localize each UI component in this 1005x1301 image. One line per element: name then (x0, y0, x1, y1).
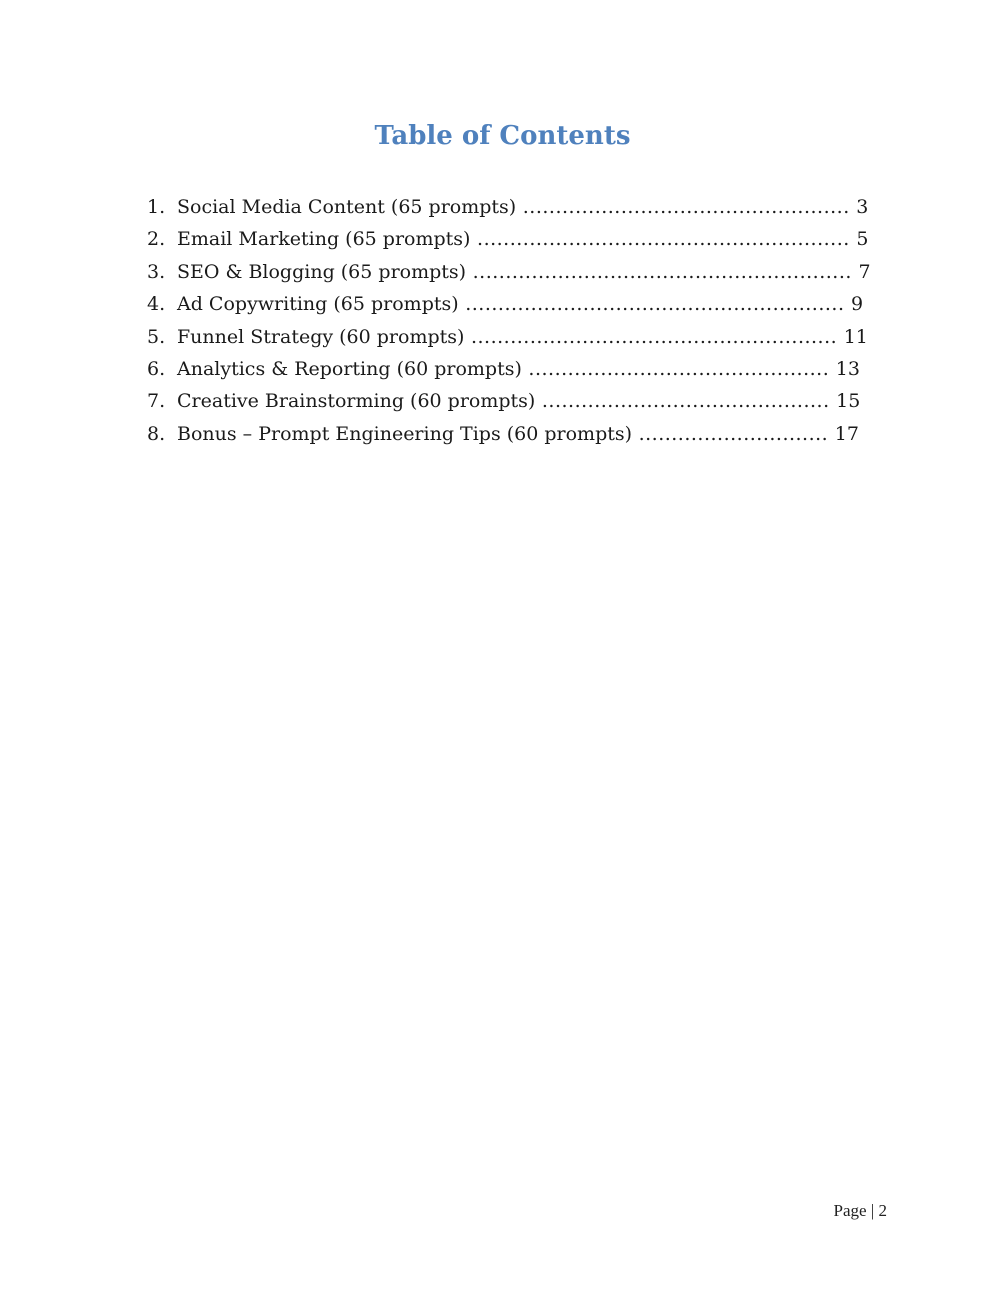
toc-entry (147, 256, 887, 288)
page-title: Table of Contents (374, 121, 631, 151)
toc-entry-number: 2. (147, 228, 166, 251)
toc-entry-label: Creative Brainstorming (60 prompts) (177, 390, 536, 413)
toc-entry-leader: ......................................................... (470, 228, 857, 251)
toc-entry-number: 8. (147, 422, 166, 445)
toc-entry-page-number: 3 (856, 196, 869, 218)
toc-entry-label: Ad Copywriting (65 prompts) (177, 293, 459, 316)
toc-entry-label: Social Media Content (65 prompts) (177, 196, 517, 218)
toc-entry-page-number: 7 (858, 260, 871, 283)
toc-entry-label: Analytics & Reporting (60 prompts) (177, 357, 522, 380)
toc-entry-label: SEO & Blogging (65 prompts) (177, 260, 467, 283)
toc-entry-leader: .......................................................... (466, 260, 859, 283)
toc-entry-label: Bonus – Prompt Engineering Tips (60 prompts) (177, 422, 633, 445)
toc-list (147, 191, 887, 450)
toc-entry-leader: ............................. (632, 422, 835, 445)
toc-entry-leader: ............................................ (535, 390, 837, 413)
toc-entry-number: 3. (147, 260, 166, 283)
toc-entry (147, 385, 887, 417)
toc-entry (147, 418, 887, 450)
toc-entry-leader: ........................................................ (464, 325, 844, 348)
toc-entry-page-number: 11 (843, 325, 868, 348)
toc-entry-page-number: 9 (851, 293, 864, 316)
toc-entry (147, 191, 887, 223)
toc-entry-page-number: 13 (835, 357, 860, 380)
toc-entry-number: 1. (147, 196, 166, 218)
toc-entry (147, 353, 887, 385)
toc-entry-page-number: 5 (856, 228, 869, 251)
toc-entry-page-number: 17 (834, 422, 859, 445)
toc-entry (147, 288, 887, 320)
toc-entry (147, 321, 887, 353)
toc-entry-label: Email Marketing (65 prompts) (177, 228, 471, 251)
toc-entry-number: 6. (147, 357, 166, 380)
toc-entry (147, 223, 887, 255)
toc-entry-number: 5. (147, 325, 166, 348)
page-footer: Page | 2 (833, 1201, 887, 1220)
toc-entry-number: 7. (147, 390, 166, 413)
toc-entry-leader: .......................................................... (458, 293, 852, 316)
toc-entry-leader: .............................................. (521, 357, 836, 380)
toc-entry-leader: .................................................. (516, 196, 857, 218)
toc-entry-page-number: 15 (836, 390, 861, 413)
toc-entry-number: 4. (147, 293, 166, 316)
toc-entry-label: Funnel Strategy (60 prompts) (177, 325, 465, 348)
